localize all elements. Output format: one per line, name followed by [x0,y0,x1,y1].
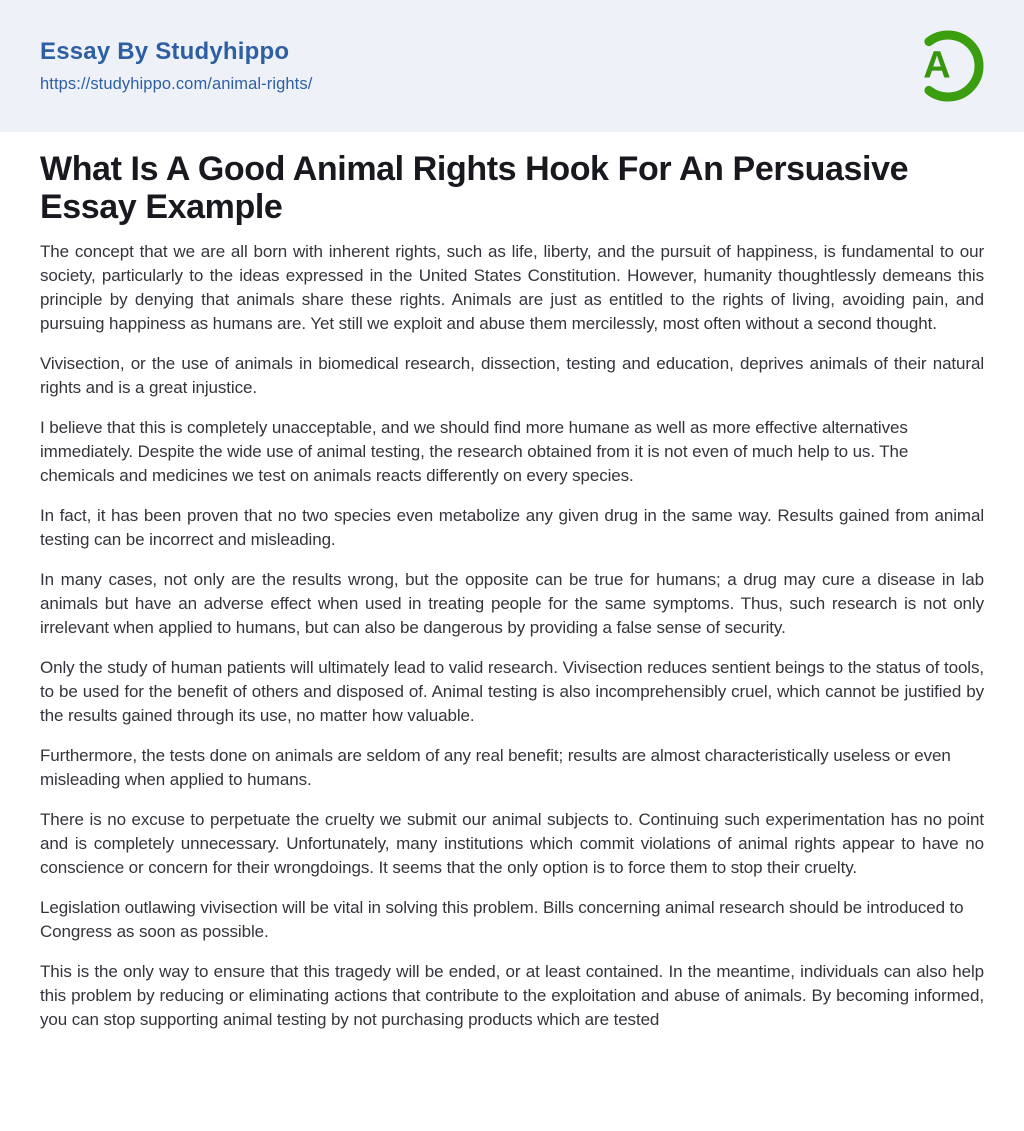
page-title: Essay By Studyhippo [40,38,290,65]
essay-paragraph: Vivisection, or the use of animals in biomedical research, dissection, testing and education, deprives animals of their natural rights and is a great injustice. [40,354,984,398]
studyhippo-logo-icon [910,28,986,104]
essay-body [40,240,984,1032]
essay-paragraph: There is no excuse to perpetuate the cruelty we submit our animal subjects to. Continuing such experimentation has no point and is completely unnecessary. Unfortunately, many institutions which commit violations of animal rights appear to have no conscience or concern for their wrongdoings. It seems that the only option is to force them to stop their cruelty. [40,810,984,878]
essay-paragraph: This is the only way to ensure that this tragedy will be ended, or at least contained. In the meantime, individuals can also help this problem by reducing or eliminating actions that contribute to the exploitation and abuse of animals. By becoming informed, you can stop supporting animal testing by not purchasing products which are tested [40,962,984,1030]
logo-letter: A [923,44,951,87]
header [0,0,1024,132]
essay-paragraph: Legislation outlawing vivisection will be vital in solving this problem. Bills concerning animal research should be introduced to Congress as soon as possible. [40,898,964,942]
essay-paragraph: I believe that this is completely unacceptable, and we should find more humane as well as more effective alternatives immediately. Despite the wide use of animal testing, the research obtained from it is not even of much help to us. The chemicals and medicines we test on animals reacts differently on every species. [40,418,909,486]
source-url-link[interactable]: https://studyhippo.com/animal-rights/ [40,75,313,93]
essay-heading: What Is A Good Animal Rights Hook For An Persuasive Essay Example [40,150,909,227]
header-text-block [40,38,312,94]
essay-paragraph: Only the study of human patients will ultimately lead to valid research. Vivisection reduces sentient beings to the status of tools, to be used for the benefit of others and disposed of. Animal testing is also incomprehensibly cruel, which cannot be justified by the results gained through its use, no matter how valuable. [40,658,984,726]
essay-paragraph: In fact, it has been proven that no two species even metabolize any given drug in the same way. Results gained from animal testing can be incorrect and misleading. [40,506,984,550]
essay-content [0,150,1024,1032]
essay-paragraph: Furthermore, the tests done on animals are seldom of any real benefit; results are almost characteristically useless or even misleading when applied to humans. [40,746,951,790]
essay-paragraph: The concept that we are all born with inherent rights, such as life, liberty, and the pursuit of happiness, is fundamental to our society, particularly to the ideas expressed in the United States Constitution. However, humanity thoughtlessly demeans this principle by denying that animals share these rights. Animals are just as entitled to the rights of living, avoiding pain, and pursuing happiness as humans are. Yet still we exploit and abuse them mercilessly, most often without a second thought. [40,242,984,334]
essay-paragraph: In many cases, not only are the results wrong, but the opposite can be true for humans; a drug may cure a disease in lab animals but have an adverse effect when used in treating people for the same symptoms. Thus, such research is not only irrelevant when applied to humans, but can also be dangerous by providing a false sense of security. [40,570,984,638]
